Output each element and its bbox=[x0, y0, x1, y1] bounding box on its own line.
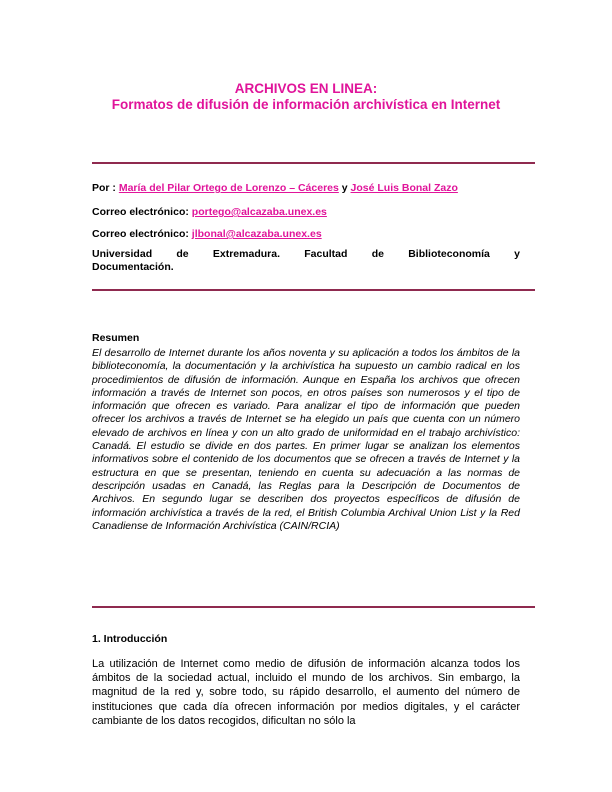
paper-subtitle: Formatos de difusión de información archivística en Internet bbox=[111, 97, 501, 112]
paper-title: ARCHIVOS EN LINEA: bbox=[234, 81, 378, 96]
divider-after-abstract bbox=[92, 606, 535, 608]
author-link-1[interactable]: María del Pilar Ortego de Lorenzo – Cáceres bbox=[118, 182, 339, 194]
email-line-2 bbox=[92, 228, 322, 241]
email-label-2: Correo electrónico: bbox=[92, 228, 189, 240]
affiliation-word: Universidad bbox=[92, 248, 153, 260]
divider-after-affiliation bbox=[92, 289, 535, 291]
affiliation-word: Extremadura. bbox=[212, 248, 280, 260]
divider-top bbox=[92, 162, 535, 164]
affiliation-word: y bbox=[514, 248, 520, 260]
authors-conjunction: y bbox=[341, 182, 348, 194]
email-link-1[interactable]: portego@alcazaba.unex.es bbox=[191, 206, 327, 218]
author-link-2[interactable]: José Luis Bonal Zazo bbox=[350, 182, 458, 194]
email-link-2[interactable]: jlbonal@alcazaba.unex.es bbox=[191, 228, 322, 240]
section-text: La utilización de Internet como medio de difusión de información alcanza todos los ámbitos de la sociedad actual, incluido el mundo de los archivos. Sin embargo, la magnitud de la red y, sobre todo, su rápido desarrollo, el aumento del número de instituciones que cada día ofrecen información por medios digitales, y el carácter cambiante de los datos recogidos, dificultan no sólo la bbox=[92, 658, 520, 727]
authors-line bbox=[92, 182, 458, 195]
affiliation-line-2: Documentación. bbox=[92, 260, 174, 273]
abstract-text: El desarrollo de Internet durante los años noventa y su aplicación a todos los ámbitos de la biblioteconomía, la documentación y la archivística ha supuesto un cambio radical en los procedimientos de difusión de información. Aunque en España los archivos que ofrecen información a través de Internet son pocos, en otros países son numerosos y el tipo de información que ofrecen es variado. Para analizar el tipo de información que pueden ofrecer los archivos a través de Internet se ha elegido un país que cuenta con un número elevado de archivos en línea y con un alto grado de uniformidad en el trabajo archivístico: Canadá. El estudio se divide en dos partes. En primer lugar se analizan los elementos informativos sobre el contenido de los documentos que se ofrecen a través de Internet y la estructura en que se presentan, teniendo en cuenta su adecuación a las normas de descripción usadas en Canadá, las Reglas para la Descripción de Documentos de Archivos. En segundo lugar se describen dos proyectos específicos de difusión de información archivística a través de la red, el British Columbia Archival Union List y la Red Canadiense de Información Archivística (CAIN/RCIA) bbox=[92, 347, 520, 532]
abstract-heading: Resumen bbox=[92, 332, 140, 344]
affiliation-word: Facultad bbox=[304, 248, 348, 260]
affiliation-line-1 bbox=[92, 248, 520, 261]
section-heading: 1. Introducción bbox=[92, 633, 168, 645]
affiliation-word: Biblioteconomía bbox=[408, 248, 490, 260]
authors-prefix: Por : bbox=[92, 182, 116, 194]
affiliation-word: de bbox=[176, 248, 189, 260]
email-label-1: Correo electrónico: bbox=[92, 206, 189, 218]
affiliation bbox=[92, 248, 520, 274]
email-line-1 bbox=[92, 206, 327, 219]
affiliation-word: de bbox=[371, 248, 384, 260]
